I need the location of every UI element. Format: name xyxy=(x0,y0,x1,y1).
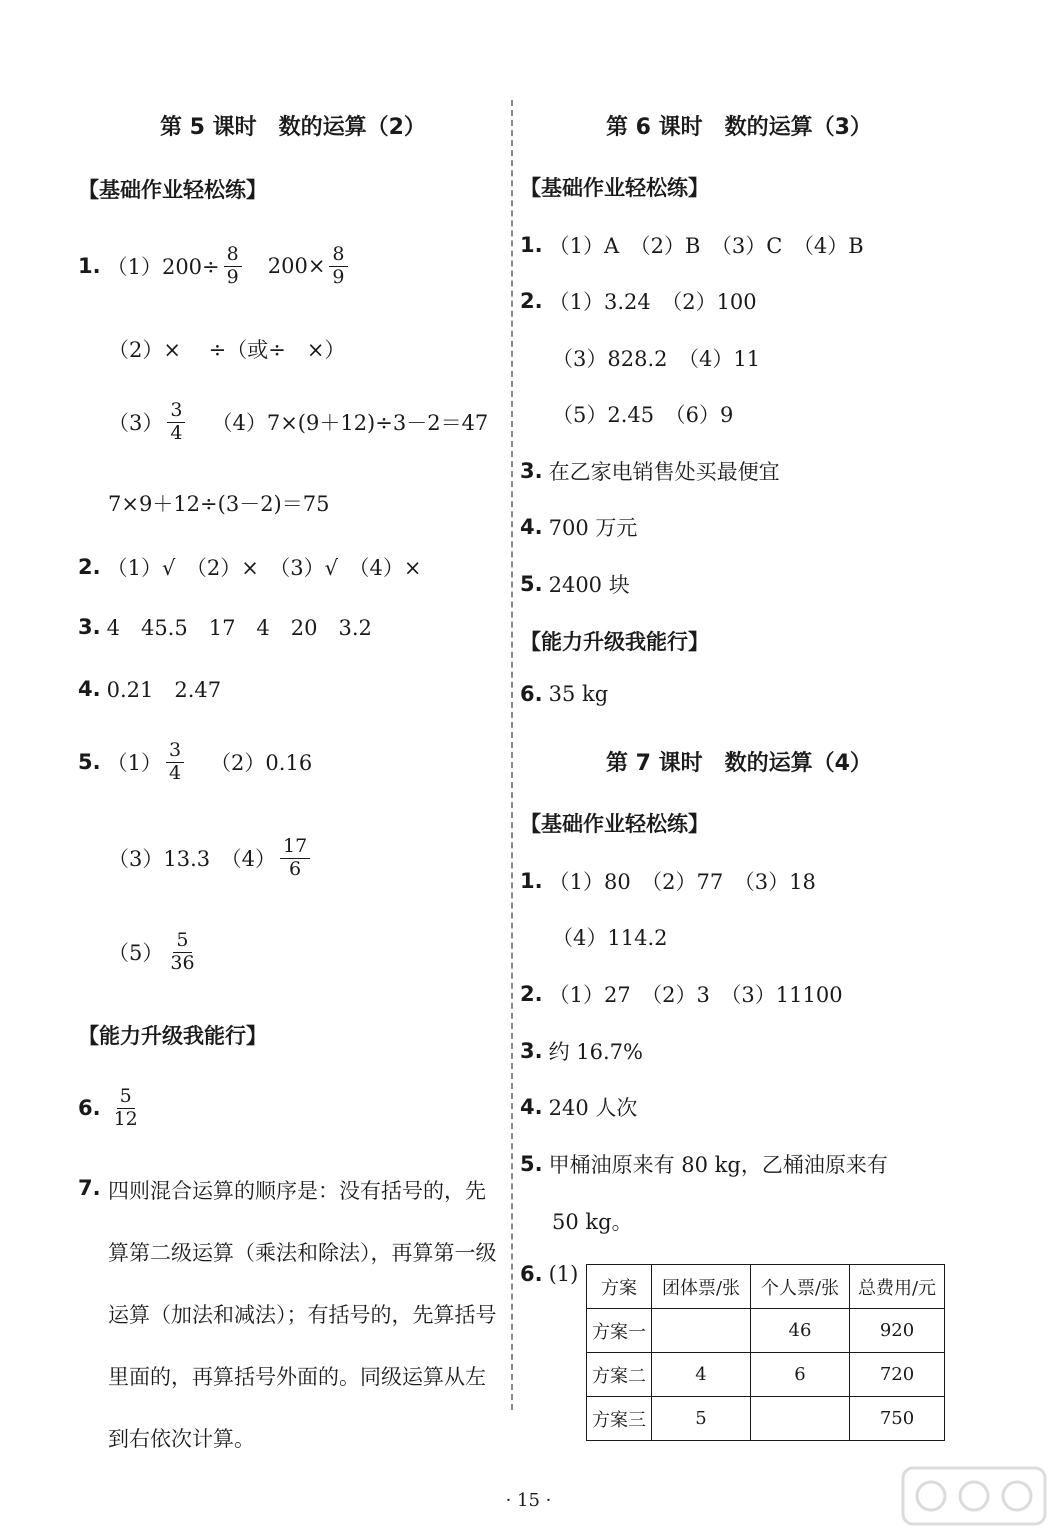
q5c-prefix: （5） xyxy=(108,941,164,966)
q3-answer: 4 45.5 17 4 20 3.2 xyxy=(106,616,372,640)
a5-answer: 2400 块 xyxy=(548,573,630,597)
table-cell: 750 xyxy=(850,1397,945,1441)
b6-number: 6. xyxy=(520,1262,543,1286)
lesson6-title: 第 6 课时 数的运算（3） xyxy=(606,115,872,140)
table-cell: 方案一 xyxy=(587,1309,652,1353)
q1-line-c xyxy=(108,400,488,445)
table-header-cell: 总费用/元 xyxy=(850,1265,945,1309)
fraction: $\frac{5}{36}$ xyxy=(170,929,195,974)
b6-line xyxy=(520,1262,578,1286)
table-cell: 6 xyxy=(751,1353,850,1397)
q4-number: 4. xyxy=(78,677,101,701)
column-divider xyxy=(511,100,513,1410)
a3-answer: 在乙家电销售处买最便宜 xyxy=(548,460,780,484)
q1c-equation: （4）7×(9＋12)÷3－2＝47 xyxy=(211,411,489,436)
a1-answer: （1）A （2）B （3）C （4）B xyxy=(548,234,864,258)
a6-line xyxy=(520,682,608,706)
q1c-prefix: （3） xyxy=(108,411,164,436)
table-header-cell: 团体票/张 xyxy=(652,1265,751,1309)
b5-line-b: 50 kg。 xyxy=(552,1210,633,1234)
a2a-answer: （1）3.24 （2）100 xyxy=(548,290,757,314)
section-ability-heading: 【能力升级我能行】 xyxy=(78,1024,267,1048)
q2-number: 2. xyxy=(78,555,101,579)
b3-number: 3. xyxy=(520,1039,543,1063)
b2-line xyxy=(520,979,843,1009)
q1-line-a xyxy=(78,244,352,289)
fraction: $\frac{8}{9}$ xyxy=(224,244,242,289)
table-row xyxy=(587,1353,945,1397)
section-basic-heading: 【基础作业轻松练】 xyxy=(520,812,709,836)
b1-line-a xyxy=(520,866,816,896)
q4-answer: 0.21 2.47 xyxy=(106,678,222,702)
table-cell: 720 xyxy=(850,1353,945,1397)
fraction: $\frac{8}{9}$ xyxy=(329,244,347,289)
table-row xyxy=(587,1309,945,1353)
q5-line-c xyxy=(108,930,202,975)
section-basic-heading: 【基础作业轻松练】 xyxy=(78,178,267,202)
table-cell xyxy=(652,1309,751,1353)
q6-number: 6. xyxy=(78,1096,101,1121)
watermark-logo xyxy=(899,1464,1049,1528)
b1-number: 1. xyxy=(520,869,543,893)
q1-line-b: （2）× ÷（或÷ ×） xyxy=(108,338,346,362)
a2-line-c: （5）2.45 （6）9 xyxy=(552,403,734,427)
q3-line xyxy=(78,612,372,642)
q2-answer: （1）√ （2）× （3）√ （4）× xyxy=(106,556,422,580)
q5a-answer: （2）0.16 xyxy=(210,751,313,776)
q6-line xyxy=(78,1086,145,1131)
a4-answer: 700 万元 xyxy=(548,516,638,540)
q1-number: 1. xyxy=(78,254,101,279)
q1-line-d: 7×9＋12÷(3－2)＝75 xyxy=(108,492,330,516)
table-cell: 方案二 xyxy=(587,1353,652,1397)
a3-number: 3. xyxy=(520,459,543,483)
lesson5-title: 第 5 课时 数的运算（2） xyxy=(160,115,426,140)
a2-line-b: （3）828.2 （4）11 xyxy=(552,347,761,371)
b1a-answer: （1）80 （2）77 （3）18 xyxy=(548,870,816,894)
q4-line xyxy=(78,674,221,704)
q2-line xyxy=(78,552,422,582)
table-cell xyxy=(751,1397,850,1441)
a1-number: 1. xyxy=(520,233,543,257)
table-cell: 4 xyxy=(652,1353,751,1397)
section-ability-heading: 【能力升级我能行】 xyxy=(520,630,709,654)
plan-table xyxy=(586,1264,945,1441)
a5-number: 5. xyxy=(520,572,543,596)
q7-answer: 四则混合运算的顺序是：没有括号的，先算第二级运算（乘法和除法），再算第一级运算（加法和减法）；有括号的，先算括号里面的，再算括号外面的。同级运算从左到右依次计算。 xyxy=(108,1179,497,1451)
q1a-prefix: （1）200÷ xyxy=(106,255,220,280)
a5-line xyxy=(520,569,630,599)
a3-line xyxy=(520,456,780,486)
a2-number: 2. xyxy=(520,289,543,313)
a1-line xyxy=(520,230,864,260)
section-basic-heading: 【基础作业轻松练】 xyxy=(520,176,709,200)
a6-answer: 35 kg xyxy=(548,682,609,706)
b5a-answer: 甲桶油原来有 80 kg，乙桶油原来有 xyxy=(548,1153,888,1177)
a6-number: 6. xyxy=(520,682,543,706)
fraction: $\frac{3}{4}$ xyxy=(167,400,185,445)
table-header-cell: 方案 xyxy=(587,1265,652,1309)
table-header-cell: 个人票/张 xyxy=(751,1265,850,1309)
fraction: $\frac{17}{6}$ xyxy=(280,836,310,881)
table-cell: 5 xyxy=(652,1397,751,1441)
b1-line-b: （4）114.2 xyxy=(552,926,668,950)
lesson7-title: 第 7 课时 数的运算（4） xyxy=(606,751,872,776)
table-header-row xyxy=(587,1265,945,1309)
b2-answer: （1）27 （2）3 （3）11100 xyxy=(548,983,843,1007)
q5b-prefix: （3）13.3 （4） xyxy=(108,847,276,872)
fraction: $\frac{5}{12}$ xyxy=(113,1085,138,1130)
b5-number: 5. xyxy=(520,1152,543,1176)
q5-line-b xyxy=(108,836,314,881)
q5a-prefix: （1） xyxy=(106,751,162,776)
b4-number: 4. xyxy=(520,1095,543,1119)
b5-line-a xyxy=(520,1149,888,1179)
table-cell: 46 xyxy=(751,1309,850,1353)
a2-line-a xyxy=(520,286,757,316)
b2-number: 2. xyxy=(520,982,543,1006)
b3-answer: 约 16.7% xyxy=(548,1040,643,1064)
table-cell: 920 xyxy=(850,1309,945,1353)
q1a-middle: 200× xyxy=(267,254,326,279)
b3-line xyxy=(520,1036,643,1066)
q5-number: 5. xyxy=(78,750,101,775)
table-row xyxy=(587,1397,945,1441)
a4-line xyxy=(520,512,637,542)
page-number: · 15 · xyxy=(505,1490,552,1511)
b4-line xyxy=(520,1092,637,1122)
a4-number: 4. xyxy=(520,515,543,539)
table-cell: 方案三 xyxy=(587,1397,652,1441)
q5-line-a xyxy=(78,740,312,785)
fraction: $\frac{3}{4}$ xyxy=(166,740,184,785)
b6-part-label: (1) xyxy=(548,1262,579,1286)
q3-number: 3. xyxy=(78,615,101,639)
q7-number: 7. xyxy=(78,1176,101,1200)
b4-answer: 240 人次 xyxy=(548,1096,638,1120)
